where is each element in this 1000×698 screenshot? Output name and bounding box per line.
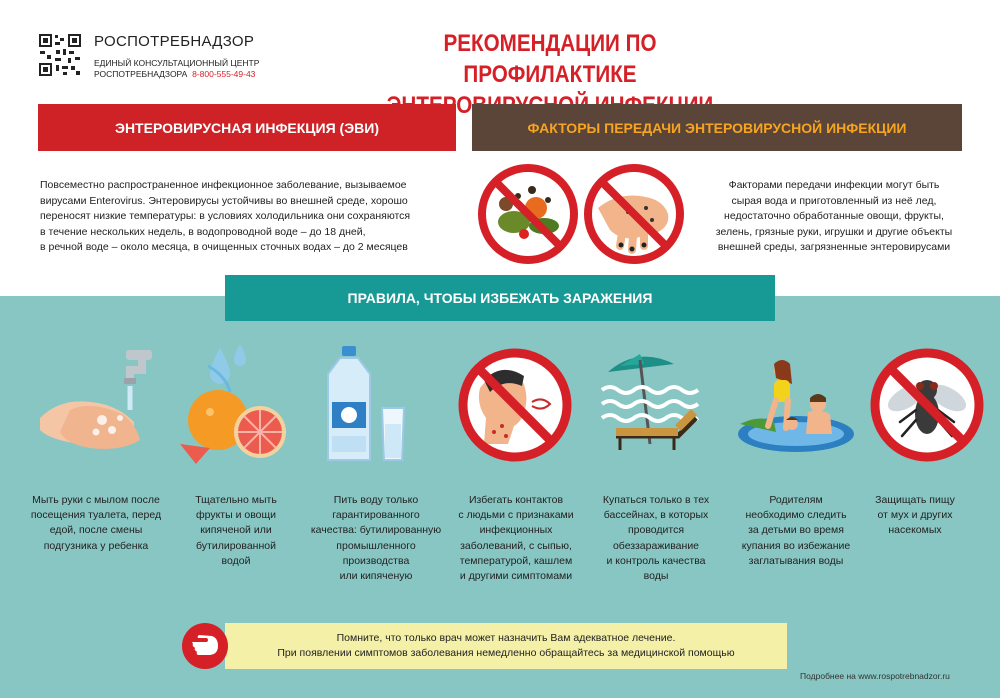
caption-line: бутилированной (196, 539, 276, 552)
doctor-notice (225, 623, 787, 669)
org-name: РОСПОТРЕБНАДЗОР (94, 33, 255, 50)
washing-hands-icon (30, 340, 160, 470)
footer-link-text: Подробнее на www.rospotrebnadzor.ru (800, 671, 950, 681)
factors-line: зелень, грязные руки, игрушки и другие объекты (715, 225, 953, 238)
caption-line: подгузника у ребенка (43, 539, 149, 552)
rule-caption-swim-pools (586, 493, 726, 584)
no-dirty-hands-icon (580, 160, 688, 268)
caption-line: водой (221, 554, 251, 567)
rule-caption-avoid-contact (446, 493, 586, 584)
factors-line: сырая вода и приготовленный из неё лед, (731, 194, 937, 207)
phone-number: 8-800-555-49-43 (192, 69, 256, 79)
parents-kids-pool-icon (730, 340, 860, 470)
fruit-water-drop-icon (170, 340, 300, 470)
factors-description (694, 178, 974, 256)
caption-line: Тщательно мыть (195, 494, 277, 506)
no-fly-icon (862, 340, 992, 470)
bottled-water-icon (310, 340, 440, 470)
caption-line: воды (643, 570, 669, 583)
caption-line: промышленного (336, 539, 416, 552)
evi-line: вирусами Enterovirus. Энтеровирусы устойчивы во внешней среде, хорошо (40, 194, 408, 207)
caption-line: посещения туалета, перед (30, 509, 162, 522)
org-sub-line2: РОСПОТРЕБНАДЗОРА (94, 69, 188, 79)
caption-line: кипяченой или (200, 524, 272, 537)
beach-umbrella-icon (590, 340, 720, 470)
evi-line: переносят низкие температуры: в условиях холодильника они сохраняются (40, 210, 411, 223)
rules-section-title: ПРАВИЛА, ЧТОБЫ ИЗБЕЖАТЬ ЗАРАЖЕНИЯ (225, 275, 775, 321)
notice-line1: Помните, что только врач может назначить Вам адекватное лечение. (336, 632, 676, 644)
rule-caption-watch-children (726, 493, 866, 569)
pointing-hand-icon (190, 634, 220, 658)
caption-line: с людьми с признаками (458, 509, 574, 522)
evi-line: в течение нескольких недель, в водопроводной воде – до 18 дней, (40, 225, 366, 238)
caption-line: Мыть руки с мылом после (32, 494, 160, 506)
caption-line: заглатывания воды (748, 554, 844, 567)
evi-line: Повсеместно распространенное инфекционное заболевание, вызываемое (40, 179, 407, 191)
factors-line: внешней среды, загрязненные энтеровирусами (717, 241, 951, 254)
rule-caption-wash-hands (26, 493, 166, 554)
caption-line: фрукты и овощи (195, 509, 277, 522)
rule-caption-wash-fruit (166, 493, 306, 569)
caption-line: бассейнах, в которых (603, 509, 709, 522)
no-sick-contact-icon (450, 340, 580, 470)
caption-line: производства (342, 554, 410, 567)
caption-line: температурой, кашлем (459, 554, 573, 567)
title-line1: РЕКОМЕНДАЦИИ ПО ПРОФИЛАКТИКЕ (443, 30, 657, 88)
caption-line: Купаться только в тех (602, 494, 710, 506)
caption-line: от мух и других (877, 509, 953, 522)
caption-line: Родителям (769, 494, 823, 506)
caption-line: необходимо следить (745, 509, 847, 522)
evi-section-title: ЭНТЕРОВИРУСНАЯ ИНФЕКЦИЯ (ЭВИ) (38, 104, 456, 151)
caption-line: купания во избежание (741, 539, 851, 552)
caption-line: обеззараживание (612, 539, 700, 552)
caption-line: едой, после смены (49, 524, 143, 537)
caption-line: инфекционных (479, 524, 553, 537)
qr-code-icon (38, 33, 82, 77)
org-sub-line1: ЕДИНЫЙ КОНСУЛЬТАЦИОННЫЙ ЦЕНТР (94, 58, 260, 68)
evi-line: в речной воде – около месяца, в очищенных сточных водах – до 2 месяцев (40, 241, 408, 254)
factors-line: недостаточно обработанные овощи, фрукты, (724, 210, 944, 223)
caption-line: за детьми во время (748, 524, 844, 537)
evi-description (40, 178, 470, 256)
caption-line: гарантированного (332, 509, 420, 522)
caption-line: качества: бутилированную (310, 524, 442, 537)
caption-line: и другими симптомами (459, 570, 573, 583)
caption-line: заболеваний, с сыпью, (460, 539, 572, 552)
factors-section-title: ФАКТОРЫ ПЕРЕДАЧИ ЭНТЕРОВИРУСНОЙ ИНФЕКЦИИ (472, 104, 962, 151)
factors-line: Факторами передачи инфекции могут быть (728, 179, 940, 191)
rule-caption-protect-food (852, 493, 978, 539)
caption-line: и контроль качества (606, 554, 706, 567)
org-subtitle (94, 58, 259, 80)
caption-line: проводится (627, 524, 685, 537)
no-unwashed-vegetables-icon (474, 160, 582, 268)
caption-line: насекомых (888, 524, 942, 537)
caption-line: Избегать контактов (468, 494, 564, 506)
rule-caption-drink-water (306, 493, 446, 584)
caption-line: Защищать пищу (875, 494, 955, 506)
caption-line: или кипяченую (339, 570, 413, 583)
caption-line: Пить воду только (333, 494, 419, 506)
notice-line2: При появлении симптомов заболевания немедленно обращайтесь за медицинской помощью (277, 647, 735, 659)
